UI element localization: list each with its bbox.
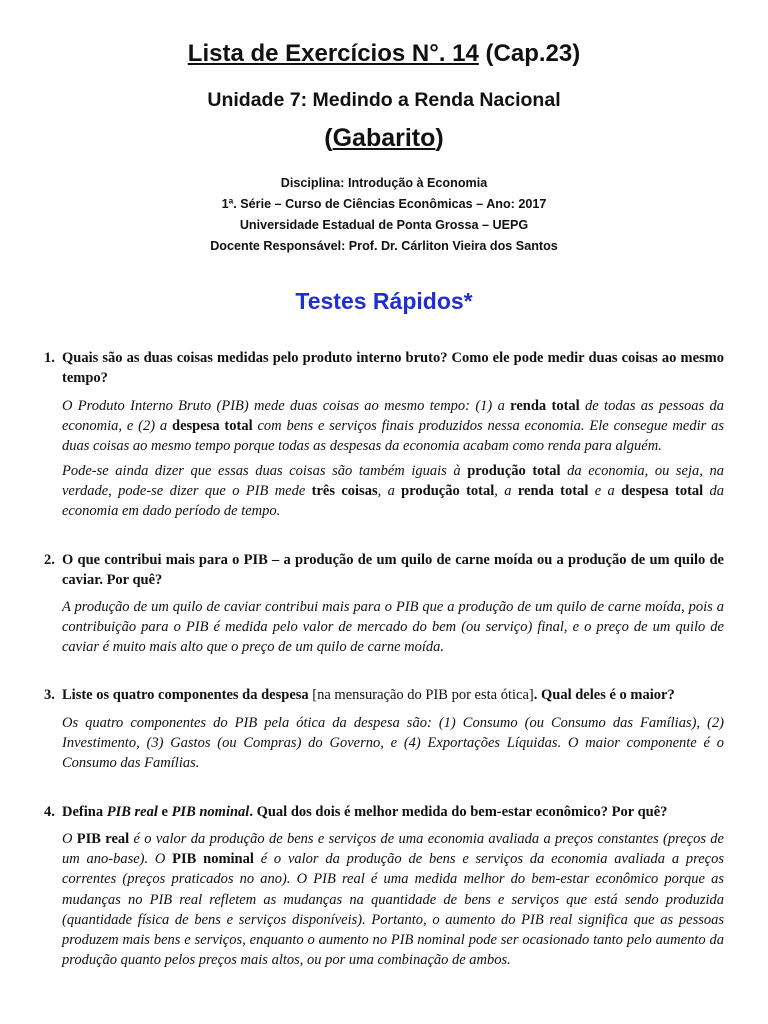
question-text: Quais são as duas coisas medidas pelo produto interno bruto? Como ele pode medir duas coisas ao mesmo tempo? <box>62 350 724 386</box>
question-text: O que contribui mais para o PIB – a produção de um quilo de carne moída ou a produção de um quilo de caviar. Por quê? <box>62 552 724 588</box>
question-1 <box>44 348 724 388</box>
question-number: 3. <box>44 687 55 703</box>
answer-3: Os quatro componentes do PIB pela ótica da despesa são: (1) Consumo (ou Consumo das Famílias), (2) Investimento, (3) Gastos (ou Compras) do Governo, e (4) Exportações Líquidas. O maior componente é o Consumo das Famílias. <box>62 715 724 772</box>
answer-bold: PIB real <box>76 831 130 847</box>
answer-text: , a <box>494 483 518 500</box>
title-main: Lista de Exercícios N°. 14 <box>187 40 479 67</box>
answer-4 <box>62 829 724 970</box>
answer-text: de todas as pessoas da economia, e (2) a <box>62 398 724 435</box>
gabarito-word: Gabarito <box>332 124 436 152</box>
serie-line: 1ª. Série – Curso de Ciências Econômicas – Ano: 2017 <box>221 197 547 211</box>
answer-text: O Produto Interno Bruto (PIB) mede duas coisas ao mesmo tempo: (1) a <box>62 398 511 414</box>
answer-text: e a <box>588 483 622 500</box>
gabarito-open: ( <box>324 124 333 152</box>
question-bold: . Qual deles é o maior? <box>533 687 675 703</box>
title-chapter: (Cap.23) <box>478 40 581 67</box>
question-bold: e <box>157 804 172 820</box>
answer-bold: PIB nominal <box>172 851 254 868</box>
question-text <box>62 802 724 822</box>
answer-bold: despesa total <box>172 418 253 435</box>
question-italic: PIB real <box>106 804 158 820</box>
answer-bold: renda total <box>517 483 589 500</box>
answer-text: com bens e serviços finais produzidos nessa economia. Ele consegue medir as duas coisas ao mesmo tempo porque todas as despesas da economia acabam como renda para alguém. <box>62 418 724 455</box>
docente-line: Docente Responsável: Prof. Dr. Cárliton Vieira dos Santos <box>210 239 558 253</box>
question-2 <box>44 550 724 590</box>
question-4 <box>44 802 724 822</box>
question-bold: Defina <box>62 804 107 820</box>
section-title: Testes Rápidos* <box>295 288 473 314</box>
answer-text: , a <box>377 483 402 500</box>
question-number: 4. <box>44 804 55 820</box>
question-text <box>62 685 724 705</box>
answer-2: A produção de um quilo de caviar contribui mais para o PIB que a produção de um quilo de carne moída, pois a contribuição para o PIB é medida pelo valor de mercado do bem (ou serviço) final, e o preço de um quilo de caviar é muito mais alto que o preço de um quilo de carne moída. <box>62 599 724 656</box>
disciplina-line: Disciplina: Introdução à Economia <box>280 176 488 190</box>
page-subtitle: Unidade 7: Medindo a Renda Nacional <box>207 89 561 111</box>
question-note: [na mensuração do PIB por esta ótica] <box>308 687 534 703</box>
answer-1-paragraph-2 <box>62 461 724 522</box>
answer-text: é o valor da produção de bens e serviços da economia avaliada a preços correntes (preços praticados no ano). O PIB real é uma medida melhor do bem-estar econômico porque as mudanças no PIB real refletem as mudanças na quantidade de bens e serviços que está sendo produzida (quantidade física de bens e serviços disponíveis). Portanto, o aumento do PIB real significa que as pessoas produzem mais bens e serviços, enquanto o aumento no PIB nominal pode ser ocasionado tanto pelo aumento da produção quanto pelos preços mais altos, ou por uma combinação de ambos. <box>62 851 724 969</box>
gabarito-heading <box>0 124 768 153</box>
question-bold: . Qual dos dois é melhor medida do bem-estar econômico? Por quê? <box>249 804 668 820</box>
answer-bold: produção total <box>401 483 495 500</box>
question-number: 2. <box>44 552 55 568</box>
answer-text: é o valor da produção de bens e serviços de uma economia avaliada a preços constantes (preços de um ano-base). O <box>62 831 724 868</box>
page-title <box>0 40 768 68</box>
answer-bold: renda total <box>510 398 580 414</box>
question-italic: PIB nominal <box>171 804 250 820</box>
answer-bold: despesa total <box>621 483 704 500</box>
question-number: 1. <box>44 350 55 366</box>
question-bold: Liste os quatro componentes da despesa <box>62 687 309 703</box>
question-3 <box>44 685 724 705</box>
answer-bold: produção total <box>467 463 561 479</box>
answer-text: O <box>62 831 77 847</box>
answer-1-paragraph-1 <box>62 396 724 457</box>
gabarito-close: ) <box>435 124 444 152</box>
answer-text: da economia, ou seja, na verdade, pode-se dizer que o PIB mede <box>62 463 724 500</box>
answer-bold: três coisas <box>311 483 378 500</box>
universidade-line: Universidade Estadual de Ponta Grossa – UEPG <box>239 218 529 232</box>
answer-text: da economia em dado período de tempo. <box>62 483 725 520</box>
answer-text: Pode-se ainda dizer que essas duas coisas são também iguais à <box>62 463 468 479</box>
